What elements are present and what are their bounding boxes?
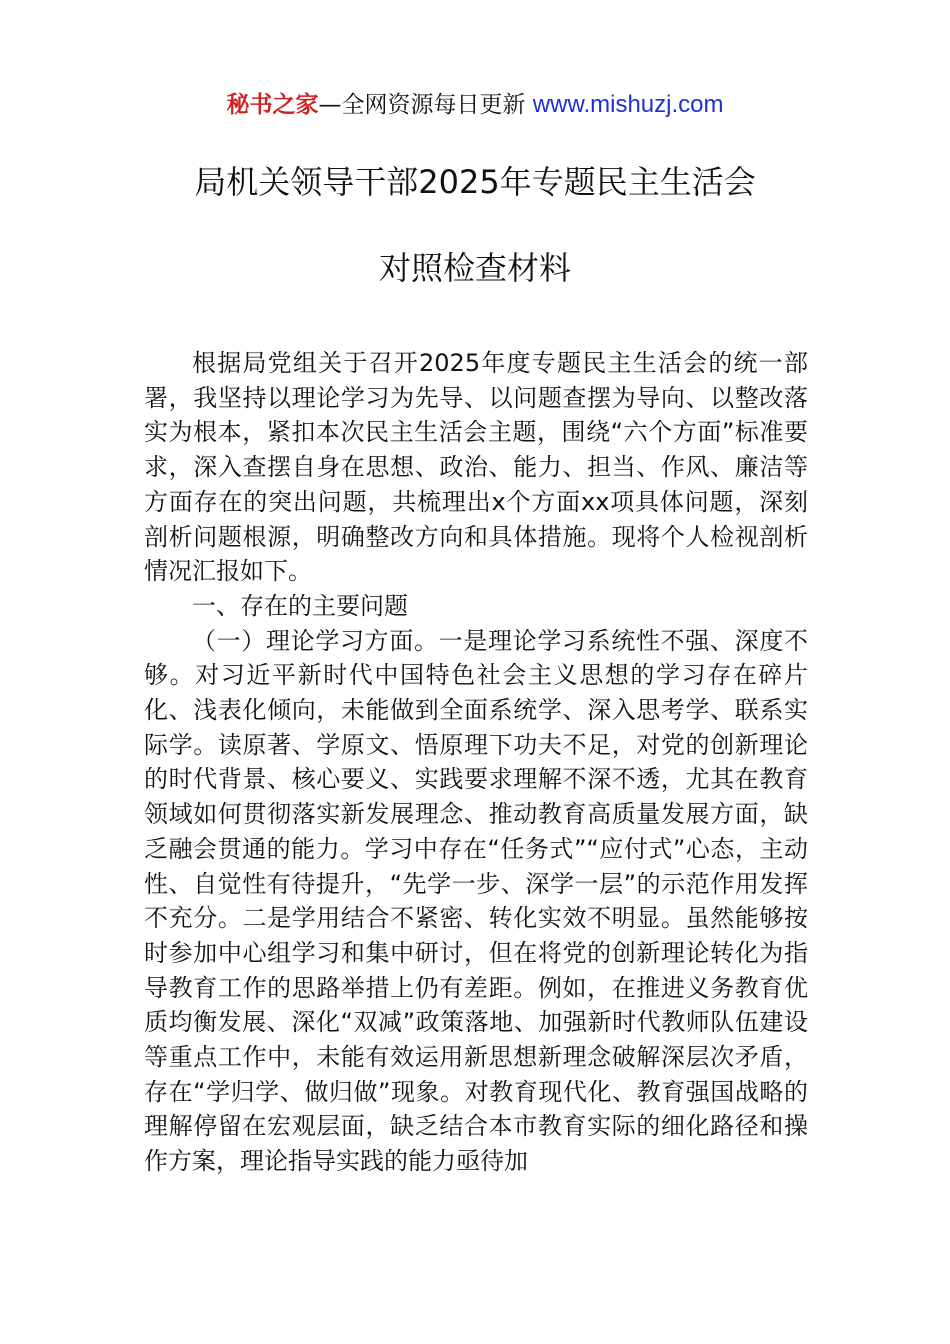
title-line-1: 局机关领导干部2025年专题民主生活会 xyxy=(194,163,756,201)
header-tagline: —全网资源每日更新 xyxy=(318,92,533,118)
brand-name: 秘书之家 xyxy=(226,92,319,118)
site-url-link[interactable]: www.mishuzj.com xyxy=(532,91,724,118)
site-header xyxy=(0,88,950,122)
document-body xyxy=(144,346,808,1179)
section-heading: 一、存在的主要问题 xyxy=(192,591,408,620)
document-title xyxy=(0,160,950,290)
body-paragraph: （一）理论学习方面。一是理论学习系统性不强、深度不够。对习近平新时代中国特色社会主义思想的学习存在碎片化、浅表化倾向，未能做到全面系统学、深入思考学、联系实际学。读原著、学原文、悟原理下功夫不足，对党的创新理论的时代背景、核心要义、实践要求理解不深不透，尤其在教育领域如何贯彻落实新发展理念、推动教育高质量发展方面，缺乏融会贯通的能力。学习中存在“任务式”“应付式”心态，主动性、自觉性有待提升，“先学一步、深学一层”的示范作用发挥不充分。二是学用结合不紧密、转化实效不明显。虽然能够按时参加中心组学习和集中研讨，但在将党的创新理论转化为指导教育工作的思路举措上仍有差距。例如，在推进义务教育优质均衡发展、深化“双减”政策落地、加强新时代教师队伍建设等重点工作中，未能有效运用新思想新理念破解深层次矛盾，存在“学归学、做归做”现象。对教育现代化、教育强国战略的理解停留在宏观层面，缺乏结合本市教育实际的细化路径和操作方案，理论指导实践的能力亟待加 xyxy=(144,626,808,1176)
title-line-2: 对照检查材料 xyxy=(378,249,571,287)
intro-paragraph: 根据局党组关于召开2025年度专题民主生活会的统一部署，我坚持以理论学习为先导、以问题查摆为导向、以整改落实为根本，紧扣本次民主生活会主题，围绕“六个方面”标准要求，深入查摆自身在思想、政治、能力、担当、作风、廉洁等方面存在的突出问题，共梳理出x个方面xx项具体问题，深刻剖析问题根源，明确整改方向和具体措施。现将个人检视剖析情况汇报如下。 xyxy=(144,349,808,586)
